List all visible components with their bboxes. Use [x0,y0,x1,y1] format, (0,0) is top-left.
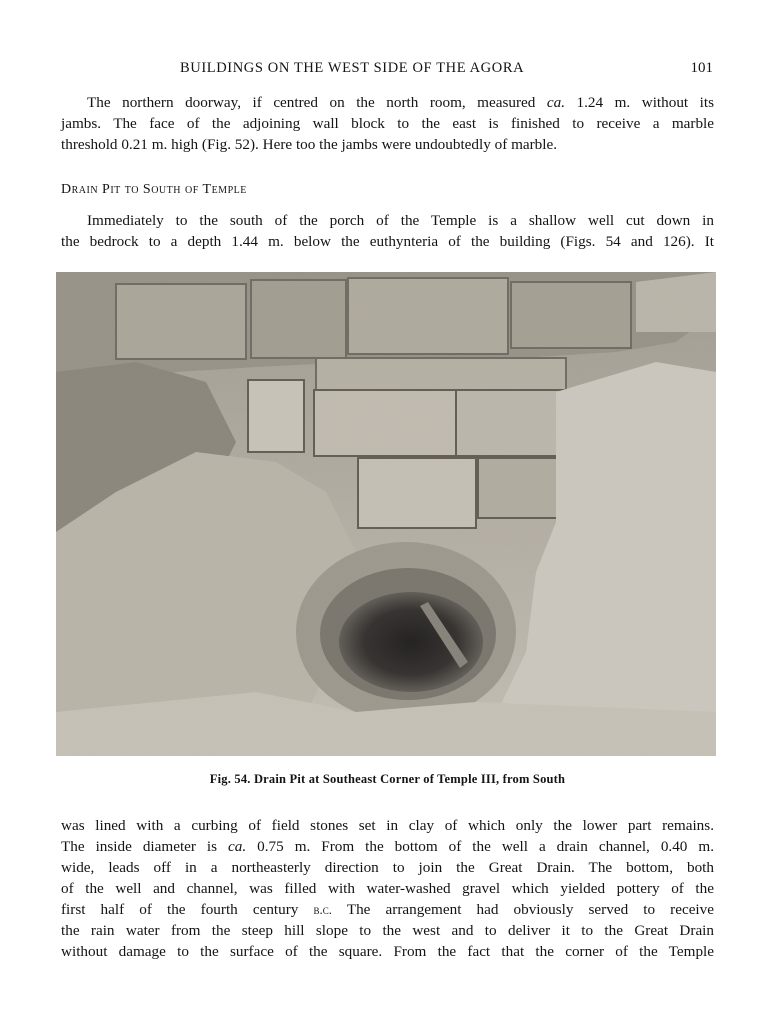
text-line: jambs. The face of the adjoining wall block to the east is finished to receive a marble [61,115,714,132]
text-line: the rain water from the steep hill slope to the west and to deliver it to the Great Drain [61,922,714,939]
paragraph-northern-doorway [61,92,714,155]
text-segment: The inside diameter is [61,838,229,855]
figure-caption: Fig. 54. Drain Pit at Southeast Corner of Temple III, from South [209,772,566,786]
italic-abbrev: ca. [228,838,247,855]
small-caps-abbrev: b.c. [313,902,332,917]
text-line: without damage to the surface of the square. From the fact that the corner of the Temple [61,943,714,960]
running-head [60,60,715,82]
running-title: BUILDINGS ON THE WEST SIDE OF THE AGORA [180,60,525,76]
text-line [61,92,714,113]
figure-photo-drain-pit [56,272,716,756]
paragraph-drain-pit-intro [61,210,714,252]
text-line: threshold 0.21 m. high (Fig. 52). Here too the jambs were undoubtedly of marble. [61,136,558,153]
section-heading: Drain Pit to South of Temple [61,182,247,197]
text-line: wide, leads off in a northeasterly direction to join the Great Drain. The bottom, both [61,859,714,876]
text-segment: 1.24 m. without its [565,94,714,111]
text-line: Immediately to the south of the porch of the Temple is a shallow well cut down in [87,212,714,229]
text-segment: 0.75 m. From the bottom of the well a drain channel, 0.40 m. [246,838,714,855]
text-line [61,899,714,920]
page-number: 101 [690,60,713,76]
italic-abbrev: ca. [546,94,566,111]
text-line [61,836,714,857]
text-line: the bedrock to a depth 1.44 m. below the euthynteria of the building (Figs. 54 and 126). It [61,233,714,250]
text-segment: The arrangement had obviously served to receive [332,901,714,918]
text-segment: The northern doorway, if centred on the north room, measured [87,94,547,111]
text-segment: first half of the fourth century [61,901,314,918]
paragraph-drain-pit-description [61,815,714,962]
text-line: was lined with a curbing of field stones set in clay of which only the lower part remains. [61,817,714,834]
text-line: of the well and channel, was filled with water-washed gravel which yielded pottery of the [61,880,714,897]
drain-pit-photo-illustration [56,272,716,756]
